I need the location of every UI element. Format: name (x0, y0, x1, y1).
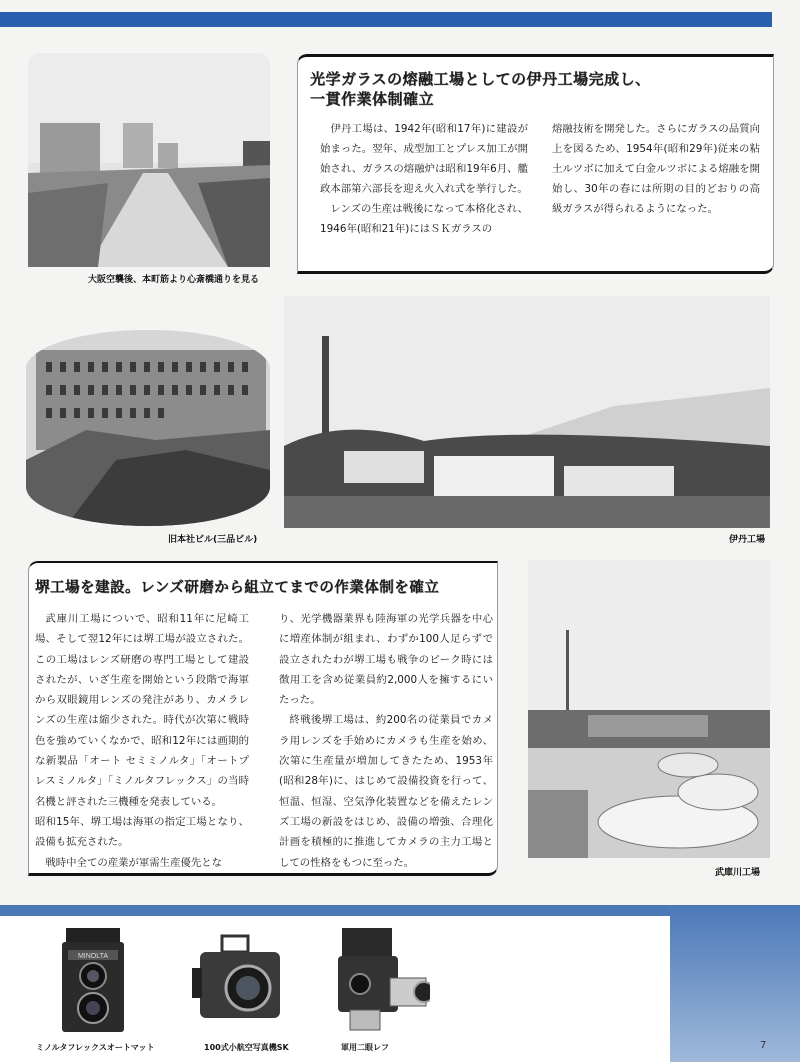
sakai-article-col2 (279, 609, 493, 873)
aerial-camera-image (192, 932, 288, 1028)
sakai-paragraph: 戦時中全ての産業が軍需生産優先とな (45, 856, 223, 869)
page-number: 7 (760, 1040, 767, 1051)
minoltaflex-camera-image (58, 926, 128, 1034)
mukogawa-caption: 武庫川工場 (715, 868, 761, 878)
itami-caption: 伊丹工場 (729, 535, 766, 545)
sakai-paragraph: 終戦後堺工場は、約200名の従業員でカメラ用レンズを手始めにカメラも生産を始め、次第に生産量が増加してきたため、1953年(昭和28年)に、はじめて設備投資を行って、恒温、恒湿、空気浄化装置などを備えたレンズ工場の新設をはじめ、設備の増強、合理化計画を積極的に推進してカメラの主力工場としての性格をもつに至った。 (279, 714, 493, 869)
itami-factory-photo (284, 296, 770, 528)
itami-paragraph: 熔融技術を開発した。さらにガラスの品質向上を図るため、1954年(昭和29年)従来の粘土ルツボに加えて白金ルツボによる熔融を開始し、30年の春には所期の目的どおりの高級ガラスが得られるようになった。 (552, 123, 760, 215)
sakai-paragraph: り、光学機器業界も陸海軍の光学兵器を中心に増産体制が組まれ、わずか100人足らずで設立されたわが堺工場も戦争のピーク時には徴用工を含め従業員約2,000人を擁するにいたった。 (279, 613, 493, 707)
camera-caption-3: 軍用二眼レフ (341, 1043, 389, 1052)
old-headquarters-photo (26, 330, 270, 526)
camera-caption-2: 100式小航空写真機SK (204, 1043, 289, 1052)
itami-paragraph: 伊丹工場は、1942年(昭和17年)に建設が始まった。翌年、成型加工とプレス加工が開始され、ガラスの熔融炉は昭和19年6月、艦政本部第六部長を迎え火入れ式を挙行した。 (320, 123, 528, 195)
mukogawa-factory-photo (528, 560, 770, 858)
honsha-caption: 旧本社ビル(三品ビル) (168, 535, 258, 545)
osaka-caption: 大阪空襲後、本町筋より心斎橋通りを見る (88, 275, 260, 285)
military-tlr-camera-image (330, 926, 430, 1034)
itami-title-line2: 一貫作業体制確立 (310, 90, 435, 109)
sakai-paragraph: 武庫川工場についで、昭和11年に尼崎工場、そして翌12年には堺工場が設立された。この工場はレンズ研磨の専門工場として建設されたが、いざ生産を開始という段階で海軍から双眼鏡用レンズの発注があり、カメラレンズの生産は縮少された。時代が次第に戦時色を強めていくなかで、昭和12年には画期的な新製品「オート セミミノルタ」「オートプレスミノルタ」「ミノルタフレックス」の当時名機と評された三機種を発表している。 (35, 613, 249, 808)
bottom-band-fade (670, 905, 800, 1062)
camera-caption-1: ミノルタフレックスオートマット (36, 1043, 155, 1052)
sakai-paragraph: 昭和15年、堺工場は海軍の指定工場となり、設備も拡充された。 (35, 815, 249, 849)
itami-title-line1: 光学ガラスの熔融工場としての伊丹工場完成し、 (310, 70, 651, 88)
itami-article-title (310, 69, 760, 110)
itami-article-col1 (320, 119, 528, 239)
itami-paragraph: レンズの生産は戦後になって本格化され、1946年(昭和21年)にはＳＫガラスの (320, 203, 528, 235)
itami-article-col2 (552, 119, 760, 239)
sakai-article-col1 (35, 609, 249, 873)
sakai-article (28, 561, 498, 876)
osaka-ruins-photo (28, 53, 270, 267)
top-accent-bar (0, 12, 772, 27)
sakai-article-title: 堺工場を建設。レンズ研磨から組立てまでの作業体制を確立 (35, 580, 440, 596)
camera-logo: MINOLTA (77, 953, 109, 960)
itami-article (297, 54, 774, 274)
